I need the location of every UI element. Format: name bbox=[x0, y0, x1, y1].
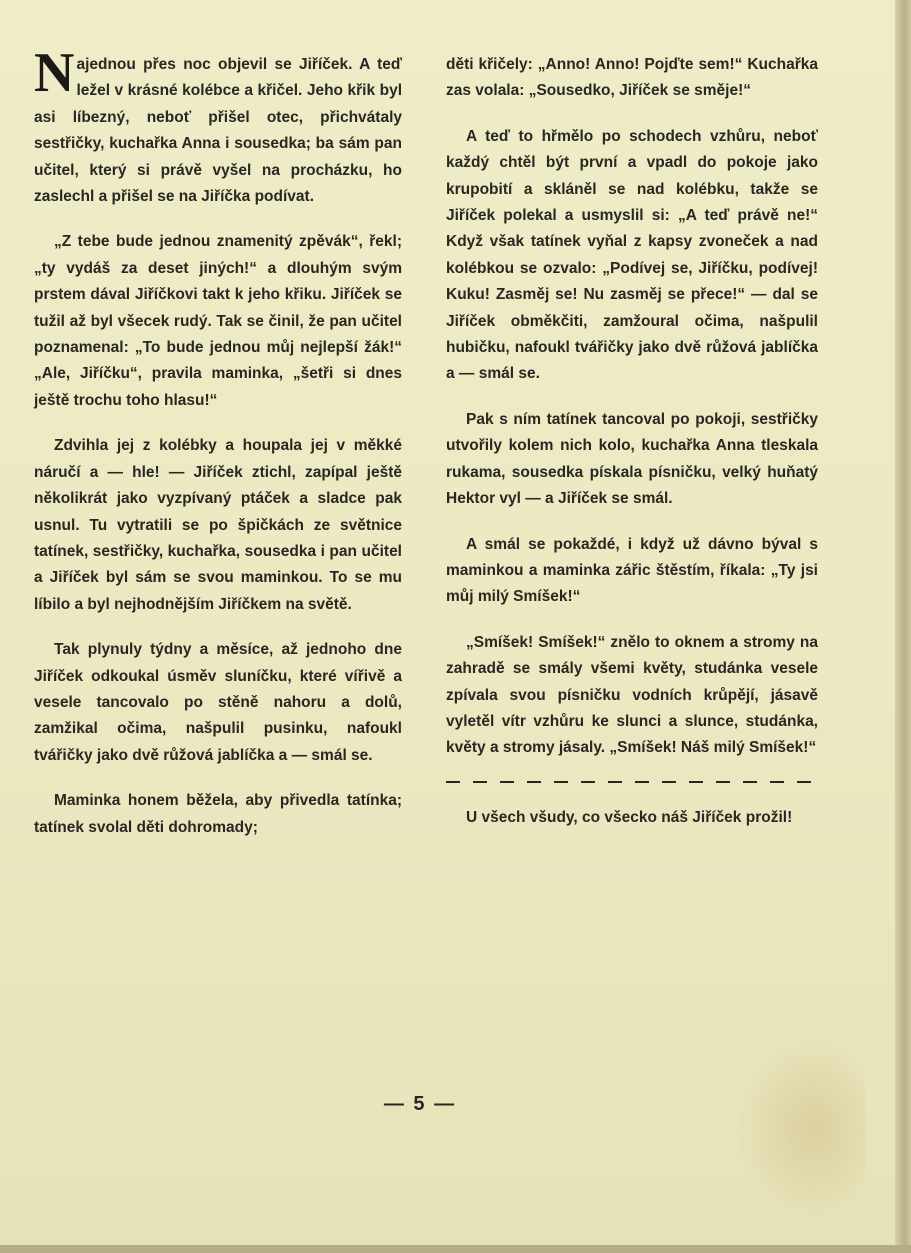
paragraph: Pak s ním tatínek tancoval po pokoji, sestřičky utvořily kolem nich kolo, kuchařka Anna tleskala rukama, sousedka pískala písničku, velký huňatý Hektor vyl — a Jiříček se smál. bbox=[446, 410, 818, 508]
paragraph: „Z tebe bude jednou znamenitý zpěvák“, řekl; „ty vydáš za deset jiných!“ a dlouhým svým prstem dával Jiříčkovi takt k jeho křiku. Jiříček se tužil až byl všecek rudý. Tak se činil, že pan učitel poznamenal: „To bude jednou můj nejlepší žák!“ „Ale, Jiříčku“, pravila maminka, „šetři si dnes ještě trochu toho hlasu!“ bbox=[34, 233, 402, 409]
paragraph: Tak plynuly týdny a měsíce, až jednoho dne Jiříček odkoukal úsměv sluníčku, které vířivě a vesele tancovalo po stěně nahoru a dolů, zamžikal očima, našpulil pusinku, nafoukl tvářičky jako dvě růžová jablíčka a — smál se. bbox=[34, 641, 402, 764]
page-number: — 5 — bbox=[383, 1093, 457, 1115]
page-edge bbox=[895, 0, 911, 1253]
paper-stain bbox=[735, 1033, 865, 1223]
paragraph bbox=[34, 42, 402, 210]
paragraph: A teď to hřmělo po schodech vzhůru, neboť každý chtěl být první a vpadl do pokoje jako krupobití a skláněl se nad kolébku, takže se Jiříček polekal a usmyslil si: „A teď právě ne!“ Když však tatínek vyňal z kapsy zvoneček a nad kolébkou se ozvalo: „Podívej se, Jiříčku, podívej! Kuku! Zasměj se! Nu zasměj se přece!“ — dal se Jiříček obměkčiti, zamžoural očima, našpulil hubičku, nafoukl tvářičky jako dvě růžová jablíčka a — smál se. bbox=[446, 127, 818, 383]
dropcap-letter: N bbox=[34, 42, 75, 104]
right-column bbox=[446, 52, 818, 850]
paragraph: děti křičely: „Anno! Anno! Pojďte sem!“ Kuchařka zas volala: „Sousedko, Jiříček se směje!“ bbox=[446, 56, 818, 100]
closing-paragraph: U všech všudy, co všecko náš Jiříček prožil! bbox=[466, 808, 793, 826]
dashed-separator bbox=[446, 781, 818, 783]
paragraph: Zdvihla jej z kolébky a houpala jej v měkké náručí a — hle! — Jiříček ztichl, zapípal ještě několikrát jako vyzpívaný ptáček a sladce pak usnul. Tu vytratili se po špičkách ze světnice tatínek, sestřičky, kuchařka, sousedka i pan učitel a Jiříček byl sám se svou maminkou. To se mu líbilo a byl nejhodnějším Jiříčkem na světě. bbox=[34, 437, 402, 613]
paragraph: „Smíšek! Smíšek!“ znělo to oknem a stromy na zahradě se smály všemi květy, studánka vesele zpívala svou písničku vodních krůpějí, jásavě vyletěl vítr vzhůru ke slunci a slunce, studánka, květy a stromy jásaly. „Smíšek! Náš milý Smíšek!“ bbox=[446, 633, 818, 757]
paragraph: Maminka honem běžela, aby přivedla tatínka; tatínek svolal děti dohromady; bbox=[34, 792, 402, 836]
paragraph: A smál se pokaždé, i když už dávno býval s maminkou a maminka zářic štěstím, říkala: „Ty jsi můj milý Smíšek!“ bbox=[446, 535, 818, 606]
left-column bbox=[34, 42, 402, 860]
paragraph-text: ajednou přes noc objevil se Jiříček. A teď ležel v krásné kolébce a křičel. Jeho křik byl asi líbezný, neboť přišel otec, přichvátaly sestřičky, kuchařka Anna i sousedka; ba sám pan učitel, který si právě vyšel na procházku, ho zaslechl a přišel se na Jiříčka podívat. bbox=[34, 56, 402, 206]
bottom-edge bbox=[0, 1245, 911, 1253]
